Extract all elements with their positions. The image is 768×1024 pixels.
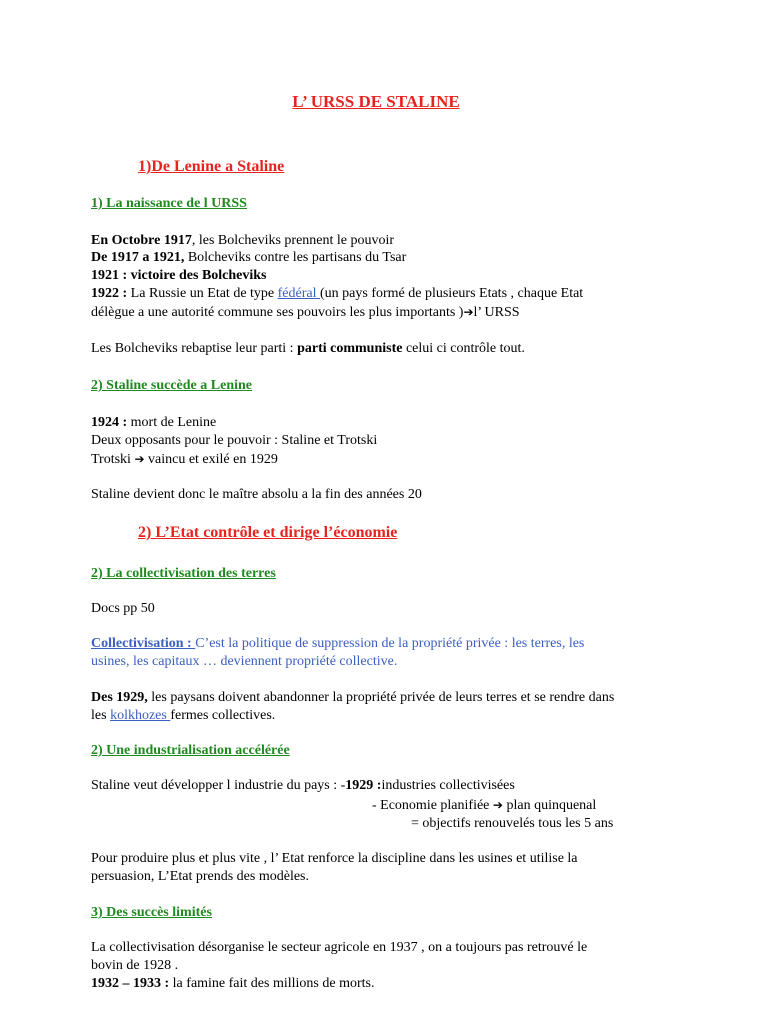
arrow-right-icon: ➔: [463, 305, 474, 319]
text: Staline veut développer l industrie du pays : -: [91, 778, 346, 793]
text: La Russie un Etat de type: [127, 286, 278, 301]
text: Deux opposants pour le pouvoir : Staline et Trotski: [91, 433, 378, 448]
text: La collectivisation désorganise le secteur agricole en 1937 , on a toujours pas retrouvé le: [91, 940, 588, 955]
paragraph-line: [91, 432, 377, 450]
paragraph-line: [91, 486, 422, 504]
section-heading-2: 2) L’Etat contrôle et dirige l’économie: [138, 524, 398, 541]
paragraph-line: [91, 414, 216, 432]
link-federal[interactable]: fédéral: [277, 286, 320, 301]
paragraph-line: [91, 303, 520, 322]
text: , les Bolcheviks prennent le pouvoir: [191, 233, 395, 248]
text: bovin de 1928 .: [91, 958, 179, 973]
text: vaincu et exilé en 1929: [144, 452, 278, 467]
text: - Economie planifiée: [372, 798, 493, 813]
paragraph-line: [91, 450, 278, 469]
definition-line: [91, 635, 584, 653]
text: les paysans doivent abandonner la propriété privée de leurs terres et se rendre dans: [147, 690, 615, 705]
paragraph-line: [91, 600, 155, 618]
bold-text: 1929 :: [345, 778, 382, 793]
text: Les Bolcheviks rebaptise leur parti :: [91, 341, 298, 356]
text: celui ci contrôle tout.: [402, 341, 525, 356]
definition-line: [91, 653, 397, 671]
definition-text: usines, les capitaux … deviennent propriété collective.: [91, 654, 398, 669]
subheading-naissance: 1) La naissance de l URSS: [91, 196, 247, 211]
paragraph-line: [91, 939, 587, 957]
text: Trotski: [91, 452, 135, 467]
page-title: L’ URSS DE STALINE: [292, 92, 460, 111]
text: (un pays formé de plusieurs Etats , chaque Etat: [320, 286, 584, 301]
definition-label: Collectivisation :: [91, 636, 196, 651]
paragraph-line: [91, 232, 394, 250]
text: = objectifs renouvelés tous les 5 ans: [411, 816, 614, 831]
bold-text: En Octobre 1917: [91, 233, 192, 248]
bold-text: De 1917 a 1921,: [91, 250, 185, 265]
text: plan quinquenal: [502, 798, 597, 813]
section-heading-1: 1)De Lenine a Staline: [138, 158, 285, 175]
paragraph-line: [91, 777, 515, 795]
text: industries collectivisées: [381, 778, 515, 793]
paragraph-line: [91, 340, 525, 358]
text: délègue a une autorité commune ses pouvoirs les plus importants ): [91, 305, 464, 320]
text: fermes collectives.: [170, 708, 276, 723]
arrow-right-icon: ➔: [134, 452, 145, 466]
text: persuasion, L’Etat prends des modèles.: [91, 869, 309, 884]
bold-text: 1921 : victoire des Bolcheviks: [91, 268, 267, 283]
text: Staline devient donc le maître absolu a la fin des années 20: [91, 487, 422, 502]
subheading-industrialisation: 2) Une industrialisation accélérée: [91, 743, 290, 758]
link-kolkhozes[interactable]: kolkhozes: [110, 708, 171, 723]
text: l’ URSS: [473, 305, 520, 320]
text: mort de Lenine: [127, 415, 217, 430]
bold-text: 1932 – 1933 :: [91, 976, 170, 991]
definition-text: C’est la politique de suppression de la propriété privée : les terres, les: [195, 636, 585, 651]
paragraph-line: [91, 868, 309, 886]
paragraph-line: [91, 689, 614, 707]
paragraph-line: [91, 285, 583, 303]
text: Bolcheviks contre les partisans du Tsar: [184, 250, 407, 265]
bold-text: 1924 :: [91, 415, 128, 430]
text: la famine fait des millions de morts.: [169, 976, 375, 991]
paragraph-line: [91, 267, 267, 285]
paragraph-line: [91, 707, 275, 725]
bold-text: parti communiste: [297, 341, 403, 356]
paragraph-line: [91, 957, 178, 975]
subheading-collectivisation: 2) La collectivisation des terres: [91, 566, 276, 581]
subheading-succes: 3) Des succès limités: [91, 905, 212, 920]
paragraph-line: [91, 850, 578, 868]
paragraph-line: [91, 249, 406, 267]
text: Docs pp 50: [91, 601, 155, 616]
subheading-succession: 2) Staline succède a Lenine: [91, 378, 252, 393]
list-item: [411, 815, 613, 833]
arrow-right-icon: ➔: [492, 798, 503, 812]
bold-text: Des 1929,: [91, 690, 148, 705]
list-item: [372, 796, 596, 815]
text: Pour produire plus et plus vite , l’ Etat renforce la discipline dans les usines et utilise la: [91, 851, 578, 866]
paragraph-line: [91, 975, 374, 993]
text: les: [91, 708, 111, 723]
bold-text: 1922 :: [91, 286, 128, 301]
